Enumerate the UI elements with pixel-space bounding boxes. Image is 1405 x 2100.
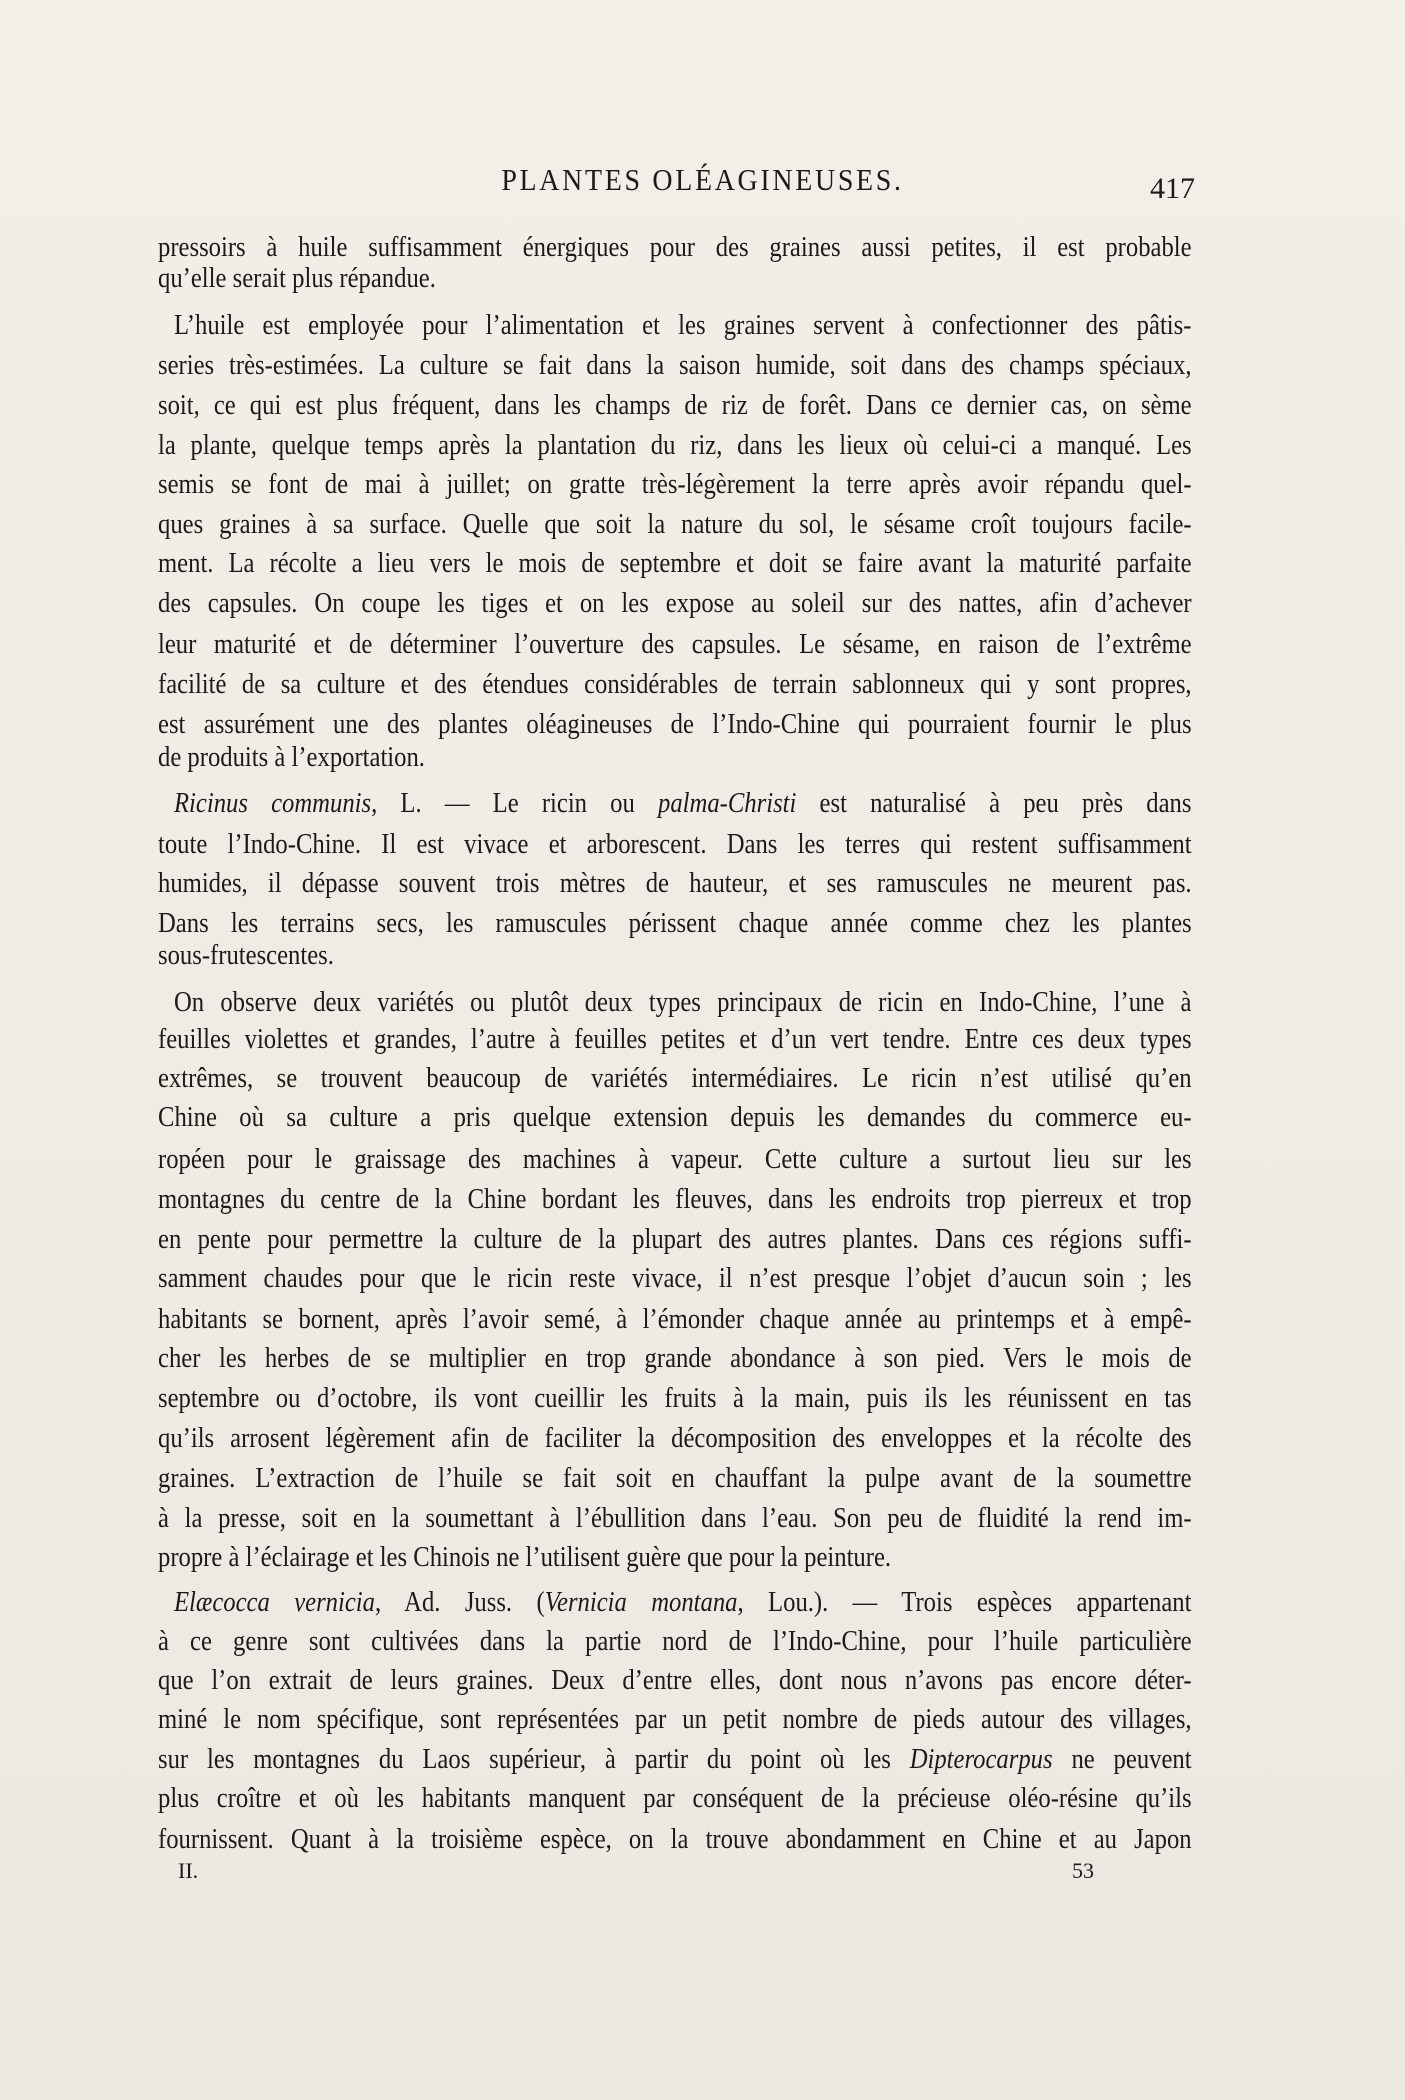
text-line (158, 1061, 1192, 1095)
footer-volume: II. (178, 1858, 199, 1883)
text-segment: feuilles violettes et grandes, l’autre à feuilles petites et d’un vert tendre. Entre ces deux types (158, 1023, 1192, 1055)
text-segment: L’huile est employée pour l’alimentation et les graines servent à confectionner des pâtis- (174, 309, 1192, 341)
running-title: PLANTES OLÉAGINEUSES. (501, 162, 904, 197)
text-line (158, 627, 1192, 661)
italic-taxon-name: Ricinus communis (174, 787, 372, 819)
text-line (158, 1261, 1192, 1295)
text-segment: sur les montagnes du Laos supérieur, à partir du point où les (158, 1743, 910, 1775)
text-segment: On observe deux variétés ou plutôt deux types principaux de ricin en Indo-Chine, l’une à (174, 986, 1192, 1018)
text-segment: miné le nom spécifique, sont représentées par un petit nombre de pieds autour des villages, (158, 1703, 1192, 1735)
text-line (158, 388, 1192, 422)
text-segment: series très-estimées. La culture se fait dans la saison humide, soit dans des champs spéciaux, (158, 349, 1192, 381)
text-segment: Chine où sa culture a pris quelque extension depuis les demandes du commerce eu- (158, 1101, 1192, 1133)
text-line (158, 906, 1192, 940)
footer-signature: 53 (1072, 1858, 1094, 1883)
text-line (158, 1461, 1192, 1495)
text-line (158, 740, 1192, 774)
text-line (158, 1501, 1192, 1535)
text-segment: septembre ou d’octobre, ils vont cueillir les fruits à la main, puis ils les réunissent en tas (158, 1382, 1192, 1414)
text-segment: à la presse, soit en la soumettant à l’ébullition dans l’eau. Son peu de fluidité la rend im- (158, 1502, 1192, 1534)
page-number: 417 (1150, 172, 1195, 205)
text-segment: propre à l’éclairage et les Chinois ne l’utilisent guère que pour la peinture. (158, 1541, 892, 1573)
text-segment: samment chaudes pour que le ricin reste vivace, il n’est presque l’objet d’aucun soin ; les (158, 1262, 1192, 1294)
text-line (174, 308, 1191, 342)
text-segment: toute l’Indo-Chine. Il est vivace et arborescent. Dans les terres qui restent suffisamment (158, 828, 1192, 860)
text-line (158, 1222, 1192, 1256)
text-line (158, 261, 1192, 295)
text-line (158, 1663, 1192, 1697)
text-segment: graines. L’extraction de l’huile se fait soit en chauffant la pulpe avant de la soumettre (158, 1462, 1192, 1494)
text-segment: habitants se bornent, après l’avoir semé, à l’émonder chaque année au printemps et à empê- (158, 1303, 1192, 1335)
text-segment: est naturalisé à peu près dans (796, 787, 1192, 819)
text-line (158, 1822, 1192, 1856)
text-line (158, 1421, 1192, 1455)
text-line (158, 507, 1192, 541)
text-line (158, 428, 1192, 462)
text-line (158, 938, 1192, 972)
text-segment: ropéen pour le graissage des machines à vapeur. Cette culture a surtout lieu sur les (158, 1143, 1192, 1175)
text-segment: sous-frutescentes. (158, 939, 334, 971)
text-line (158, 667, 1192, 701)
text-segment: leur maturité et de déterminer l’ouverture des capsules. Le sésame, en raison de l’extrême (158, 628, 1192, 660)
text-line (174, 786, 1191, 820)
text-segment: extrêmes, se trouvent beaucoup de variétés intermédiaires. Le ricin n’est utilisé qu’en (158, 1062, 1192, 1094)
text-line (158, 467, 1192, 501)
text-segment: , Lou.). — Trois espèces appartenant (737, 1586, 1192, 1618)
text-line (158, 1341, 1192, 1375)
text-segment: , Ad. Juss. ( (374, 1586, 545, 1618)
text-line (158, 586, 1192, 620)
text-line (158, 1781, 1192, 1815)
text-line (158, 1022, 1192, 1056)
text-line (158, 1142, 1192, 1176)
italic-taxon-name: Dipterocarpus (909, 1743, 1053, 1775)
text-line (158, 1702, 1192, 1736)
text-line (158, 546, 1192, 580)
text-segment: plus croître et où les habitants manquent par conséquent de la précieuse oléo-résine qu’ils (158, 1782, 1192, 1814)
text-line (158, 866, 1192, 900)
text-line (174, 1585, 1191, 1619)
text-segment: de produits à l’exportation. (158, 741, 425, 773)
italic-taxon-name: Elæcocca vernicia (174, 1586, 375, 1618)
text-line (158, 230, 1192, 264)
text-line (158, 1381, 1192, 1415)
text-line (158, 348, 1192, 382)
text-segment: des capsules. On coupe les tiges et on les expose au soleil sur des nattes, afin d’achever (158, 587, 1192, 619)
text-segment: la plante, quelque temps après la plantation du riz, dans les lieux où celui-ci a manqué. Les (158, 429, 1192, 461)
text-line (158, 1742, 1192, 1776)
text-segment: ment. La récolte a lieu vers le mois de septembre et doit se faire avant la maturité parfaite (158, 547, 1192, 579)
text-segment: en pente pour permettre la culture de la plupart des autres plantes. Dans ces régions suffi- (158, 1223, 1192, 1255)
text-segment: pressoirs à huile suffisamment énergiques pour des graines aussi petites, il est probable (158, 231, 1192, 263)
text-segment: semis se font de mai à juillet; on gratte très-légèrement la terre après avoir répandu quel- (158, 468, 1192, 500)
text-segment: fournissent. Quant à la troisième espèce, on la trouve abondamment en Chine et au Japon (158, 1823, 1192, 1855)
text-segment: Dans les terrains secs, les ramuscules périssent chaque année comme chez les plantes (158, 907, 1192, 939)
text-segment: facilité de sa culture et des étendues considérables de terrain sablonneux qui y sont propres, (158, 668, 1192, 700)
text-segment: que l’on extrait de leurs graines. Deux d’entre elles, dont nous n’avons pas encore déter- (158, 1664, 1192, 1696)
text-line (158, 1624, 1192, 1658)
text-segment: montagnes du centre de la Chine bordant les fleuves, dans les endroits trop pierreux et trop (158, 1183, 1192, 1215)
text-segment: soit, ce qui est plus fréquent, dans les champs de riz de forêt. Dans ce dernier cas, on sème (158, 389, 1192, 421)
text-line (158, 1302, 1192, 1336)
text-line (158, 1100, 1192, 1134)
text-segment: qu’elle serait plus répandue. (158, 262, 436, 294)
text-segment: ques graines à sa surface. Quelle que soit la nature du sol, le sésame croît toujours facile- (158, 508, 1192, 540)
text-segment: à ce genre sont cultivées dans la partie nord de l’Indo-Chine, pour l’huile particulière (158, 1625, 1192, 1657)
text-segment: cher les herbes de se multiplier en trop grande abondance à son pied. Vers le mois de (158, 1342, 1192, 1374)
text-line (158, 1182, 1192, 1216)
text-segment: , L. — Le ricin ou (371, 787, 659, 819)
text-segment: qu’ils arrosent légèrement afin de faciliter la décomposition des enveloppes et la récolte des (158, 1422, 1192, 1454)
italic-taxon-name: palma-Christi (658, 787, 797, 819)
text-line (158, 1540, 1192, 1574)
text-segment: ne peuvent (1052, 1743, 1192, 1775)
text-line (174, 985, 1191, 1019)
text-line (158, 707, 1192, 741)
text-segment: est assurément une des plantes oléagineuses de l’Indo-Chine qui pourraient fournir le plus (158, 708, 1192, 740)
text-segment: humides, il dépasse souvent trois mètres de hauteur, et ses ramuscules ne meurent pas. (158, 867, 1192, 899)
text-line (158, 827, 1192, 861)
italic-taxon-name: Vernicia montana (544, 1586, 738, 1618)
